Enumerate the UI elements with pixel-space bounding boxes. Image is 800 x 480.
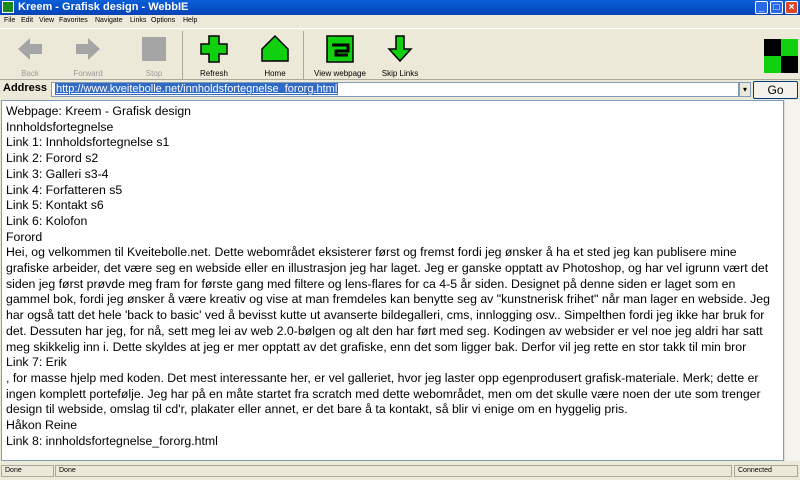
- view-webpage-icon: [326, 35, 354, 63]
- back-arrow-icon: [16, 35, 44, 63]
- link-6[interactable]: Link 6: Kolofon: [6, 213, 88, 228]
- title-bar: [0, 0, 800, 15]
- intro-paragraph: Hei, og velkommen til Kveitebolle.net. Dette webområdet eksisterer først og fremst fordi jeg ønsker å ha et sted jeg kan publisere mine grafiske arbeider, det være seg en webside eller en illustrasjon jeg har laget. Jeg er ganske opptatt av Photoshop, og har vel igrunn vært det siden jeg først prøvde meg fram for første gang med filtere og lens-flares for ca 4-5 år siden. Designet på denne siden er laget som en gammel bok, fordi jeg ønsker å være kreativ og vise at man fremdeles kan benytte seg av "kunstnerisk frihet" når man lager en webside. Jeg har også tatt det hele 'back to basic' ved å bevisst kutte ut avanserte bildegalleri, cms, innlogging osv.. Simpelthen fordi jeg ikke har bruk for det. Dessuten har jeg, for nå, sett meg lei av web 2.0-bølgen og alt den har ført med seg. Kodingen av websider er vel noe jeg aldri har satt meg skikkelig inn i. Dette skyldes at jeg er mer opptatt av det grafiske, enn det som ligger bak. Derfor vil jeg rette en stor takk til min bror: [6, 245, 770, 354]
- back-label: Back: [21, 69, 39, 78]
- toc-heading: Innholdsfortegnelse: [6, 119, 114, 134]
- refresh-label: Refresh: [199, 69, 228, 78]
- link-8[interactable]: Link 8: innholdsfortegnelse_fororg.html: [6, 433, 218, 448]
- link-7[interactable]: Link 7: Erik: [6, 355, 67, 370]
- menu-bar: [0, 15, 800, 28]
- skip-links-button[interactable]: [372, 31, 428, 79]
- home-icon: [261, 35, 289, 63]
- forward-label: Forward: [73, 69, 103, 78]
- link-2[interactable]: Link 2: Forord s2: [6, 151, 99, 166]
- link-3[interactable]: Link 3: Galleri s3-4: [6, 166, 109, 181]
- address-bar: [0, 80, 800, 100]
- webpage-heading: Webpage: Kreem - Grafisk design: [6, 104, 191, 118]
- skip-links-label: Skip Links: [381, 69, 419, 78]
- address-dropdown-button[interactable]: ▾: [739, 82, 751, 97]
- menu-view[interactable]: View: [39, 17, 55, 24]
- go-button[interactable]: Go: [753, 81, 798, 99]
- maximize-button[interactable]: □: [770, 1, 783, 14]
- vertical-scrollbar[interactable]: [784, 100, 800, 461]
- forward-arrow-icon: [74, 35, 102, 63]
- close-button[interactable]: ×: [785, 1, 798, 14]
- status-left: Done: [1, 465, 54, 477]
- address-input[interactable]: [51, 82, 739, 97]
- forord-heading: Forord: [6, 229, 43, 244]
- address-label: Address: [3, 82, 48, 94]
- app-icon: [2, 1, 14, 13]
- signature: Håkon Reine: [6, 418, 78, 433]
- menu-file[interactable]: File: [4, 17, 16, 24]
- refresh-icon: [200, 35, 228, 63]
- toolbar: [0, 28, 800, 80]
- link-5[interactable]: Link 5: Kontakt s6: [6, 198, 104, 213]
- status-bar: [0, 463, 800, 480]
- menu-favorites[interactable]: Favorites: [59, 17, 88, 24]
- link-4[interactable]: Link 4: Forfatteren s5: [6, 182, 123, 197]
- page-content: [1, 100, 784, 461]
- refresh-button[interactable]: [186, 31, 242, 79]
- menu-navigate[interactable]: Navigate: [95, 17, 123, 24]
- home-button[interactable]: [247, 31, 304, 79]
- back-button[interactable]: [2, 31, 58, 79]
- window-title: Kreem - Grafisk design - WebbIE: [18, 1, 189, 13]
- stop-label: Stop: [145, 69, 163, 78]
- stop-icon: [140, 35, 168, 63]
- status-middle: Done: [55, 465, 732, 477]
- webbie-logo: [764, 39, 798, 73]
- view-webpage-label: View webpage: [314, 69, 366, 78]
- skip-links-arrow-icon: [386, 35, 414, 63]
- menu-edit[interactable]: Edit: [21, 17, 34, 24]
- home-label: Home: [264, 69, 286, 78]
- status-connection: Connected: [734, 465, 798, 477]
- stop-button[interactable]: [126, 31, 183, 79]
- view-webpage-button[interactable]: [312, 31, 368, 79]
- menu-links[interactable]: Links: [130, 17, 147, 24]
- menu-help[interactable]: Help: [183, 17, 198, 24]
- forward-button[interactable]: [60, 31, 116, 79]
- address-url: http://www.kveitebolle.net/innholdsfortegnelse_fororg.html: [56, 83, 338, 95]
- link-1[interactable]: Link 1: Innholdsfortegnelse s1: [6, 135, 170, 150]
- second-paragraph: , for masse hjelp med koden. Det mest interessante her, er vel galleriet, hvor jeg laster opp egenprodusert grafisk-materiale. Merk; dette er ingen komplett portefølje. Jeg har på en måte startet fra scratch med dette webområdet, men om det skulle være noen der ute som trenger design til webside, omslag til cd'r, plakater eller annet, er det bare å ta kontakt, så blir vi enige om en hyggelig pris.: [6, 370, 761, 417]
- minimize-button[interactable]: _: [755, 1, 768, 14]
- menu-options[interactable]: Options: [151, 17, 176, 24]
